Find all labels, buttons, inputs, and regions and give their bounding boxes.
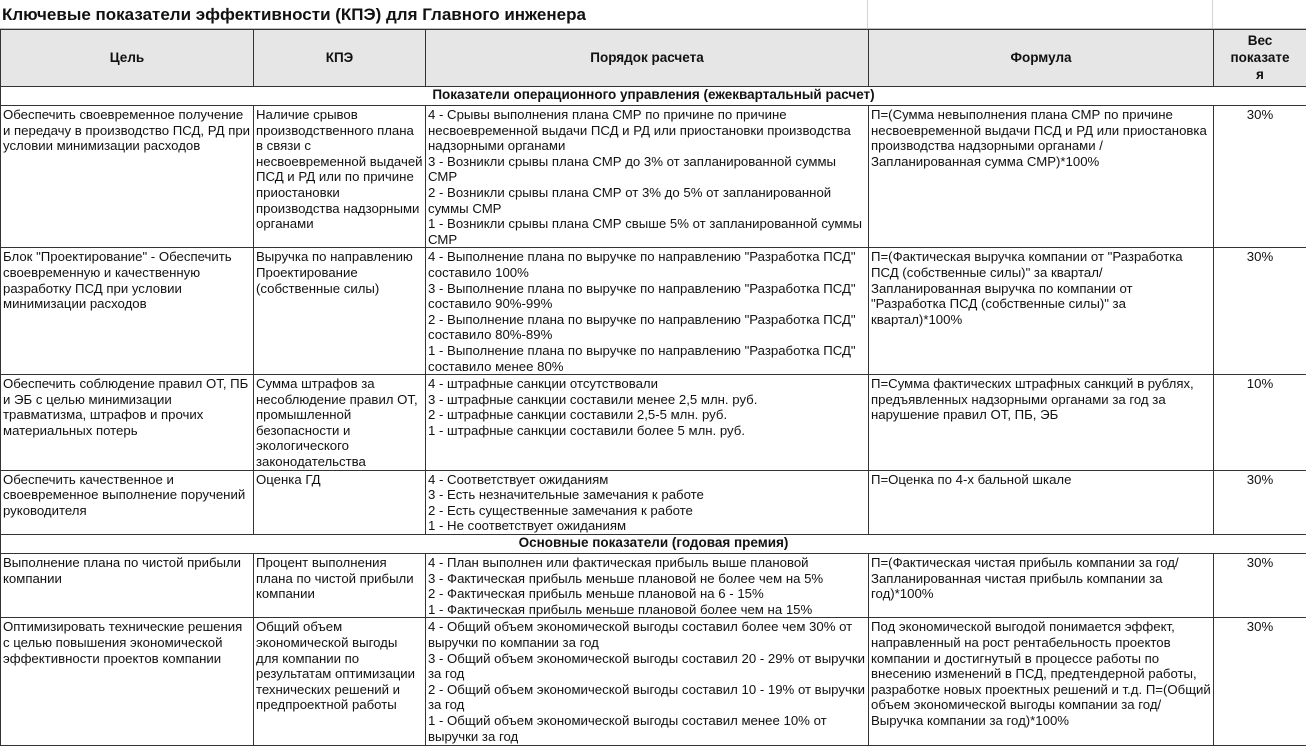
calc-cell <box>426 470 869 534</box>
table-row <box>1 248 1306 375</box>
calc-cell <box>426 106 869 248</box>
section-title: Показатели операционного управления (ежеквартальный расчет) <box>1 87 1306 106</box>
calc-line: 3 - штрафные санкции составили менее 2,5 млн. руб. <box>428 392 866 408</box>
formula-cell: П=(Фактическая чистая прибыль компании за год/Запланированная чистая прибыль компании за год)*100% <box>869 554 1214 618</box>
grid-line <box>1212 0 1213 28</box>
formula-cell: П=Сумма фактических штрафных санкций в рублях, предъявленных надзорными органами за год за нарушение правил ОТ, ПБ, ЭБ <box>869 375 1214 471</box>
header-calc: Порядок расчета <box>426 30 869 87</box>
header-weight-line: Вес <box>1215 32 1305 49</box>
kpi-cell: Наличие срывов производственного плана в связи с несвоевременной выдачей ПСД и РД или по причине приостановки производства надзорными органами <box>254 106 426 248</box>
calc-line: 4 - Выполнение плана по выручке по направлению "Разработка ПСД" составило 100% <box>428 249 866 280</box>
kpi-cell: Процент выполнения плана по чистой прибыли компании <box>254 554 426 618</box>
calc-line: 1 - штрафные санкции составили более 5 млн. руб. <box>428 423 866 439</box>
calc-line: 4 - Срывы выполнения плана СМР по причине по причине несвоевременной выдачи ПСД и РД или приостановки производства надзорными органами <box>428 107 866 154</box>
weight-cell: 30% <box>1214 618 1306 746</box>
table-row <box>1 618 1306 746</box>
table-row <box>1 470 1306 534</box>
section-row <box>1 87 1306 106</box>
header-weight-line: показате <box>1215 49 1305 66</box>
formula-cell: П=(Сумма невыполнения плана СМР по причине несвоевременной выдачи ПСД и РД или приостановка производства надзорными органами / Запланированная сумма СМР)*100% <box>869 106 1214 248</box>
calc-line: 2 - Выполнение плана по выручке по направлению "Разработка ПСД" составило 80%-89% <box>428 312 866 343</box>
kpi-cell: Выручка по направлению Проектирование (собственные силы) <box>254 248 426 375</box>
section-row <box>1 535 1306 554</box>
calc-cell <box>426 618 869 746</box>
calc-cell <box>426 248 869 375</box>
calc-line: 2 - Есть существенные замечания к работе <box>428 503 866 519</box>
title-row <box>0 0 1306 29</box>
grid-line <box>867 0 868 28</box>
header-kpi: КПЭ <box>254 30 426 87</box>
weight-cell: 30% <box>1214 554 1306 618</box>
calc-line: 1 - Возникли срывы плана СМР свыше 5% от запланированной суммы СМР <box>428 216 866 247</box>
header-weight <box>1214 30 1306 87</box>
weight-cell: 10% <box>1214 375 1306 471</box>
header-row <box>1 30 1306 87</box>
calc-line: 2 - Возникли срывы плана СМР от 3% до 5% от запланированной суммы СМР <box>428 185 866 216</box>
weight-cell: 30% <box>1214 106 1306 248</box>
calc-line: 1 - Не соответствует ожиданиям <box>428 518 866 534</box>
table-row <box>1 106 1306 248</box>
calc-line: 2 - Фактическая прибыль меньше плановой на 6 - 15% <box>428 586 866 602</box>
calc-line: 3 - Возникли срывы плана СМР до 3% от запланированной суммы СМР <box>428 154 866 185</box>
kpi-cell: Сумма штрафов за несоблюдение правил ОТ, промышленной безопасности и экологического законодательства <box>254 375 426 471</box>
calc-line: 3 - Общий объем экономической выгоды составил 20 - 29% от выручки за год <box>428 651 866 682</box>
calc-cell <box>426 554 869 618</box>
goal-cell: Блок "Проектирование" - Обеспечить своевременную и качественную разработку ПСД при условии минимизации расходов <box>1 248 254 375</box>
header-goal: Цель <box>1 30 254 87</box>
calc-line: 1 - Общий объем экономической выгоды составил менее 10% от выручки за год <box>428 713 866 744</box>
calc-line: 3 - Выполнение плана по выручке по направлению "Разработка ПСД" составило 90%-99% <box>428 281 866 312</box>
calc-line: 4 - План выполнен или фактическая прибыль выше плановой <box>428 555 866 571</box>
goal-cell: Обеспечить своевременное получение и передачу в производство ПСД, РД при условии минимизации расходов <box>1 106 254 248</box>
kpi-cell: Общий объем экономической выгоды для компании по результатам оптимизации технических решений и предпроектной работы <box>254 618 426 746</box>
calc-line: 4 - Общий объем экономической выгоды составил более чем 30% от выручки по компании за год <box>428 619 866 650</box>
goal-cell: Выполнение плана по чистой прибыли компании <box>1 554 254 618</box>
goal-cell: Оптимизировать технические решения с целью повышения экономической эффективности проектов компании <box>1 618 254 746</box>
kpi-cell: Оценка ГД <box>254 470 426 534</box>
calc-line: 4 - Соответствует ожиданиям <box>428 472 866 488</box>
header-weight-line: я <box>1215 66 1305 83</box>
table-row <box>1 375 1306 471</box>
formula-cell: П=(Фактическая выручка компании от "Разработка ПСД (собственные силы)" за квартал/Запланированная выручка по компании от "Разработка ПСД (собственные силы)" за квартал)*100% <box>869 248 1214 375</box>
calc-line: 4 - штрафные санкции отсутствовали <box>428 376 866 392</box>
section-title: Основные показатели (годовая премия) <box>1 535 1306 554</box>
calc-line: 2 - Общий объем экономической выгоды составил 10 - 19% от выручки за год <box>428 682 866 713</box>
weight-cell: 30% <box>1214 248 1306 375</box>
goal-cell: Обеспечить соблюдение правил ОТ, ПБ и ЭБ с целью минимизации травматизма, штрафов и прочих материальных потерь <box>1 375 254 471</box>
header-formula: Формула <box>869 30 1214 87</box>
calc-line: 1 - Выполнение плана по выручке по направлению "Разработка ПСД" составило менее 80% <box>428 343 866 374</box>
calc-cell <box>426 375 869 471</box>
calc-line: 1 - Фактическая прибыль меньше плановой более чем на 15% <box>428 602 866 618</box>
formula-cell: Под экономической выгодой понимается эффект, направленный на рост рентабельность проектов компании и достигнутый в процессе работы по внесению изменений в ПСД, предтендерной работы, разработке новых проектных решений и т.д. П=(Общий объем экономической выгоды компании за год/Выручка компании за год)*100% <box>869 618 1214 746</box>
table-row <box>1 554 1306 618</box>
kpi-table <box>0 29 1306 746</box>
calc-line: 2 - штрафные санкции составили 2,5-5 млн. руб. <box>428 407 866 423</box>
calc-line: 3 - Есть незначительные замечания к работе <box>428 487 866 503</box>
goal-cell: Обеспечить качественное и своевременное выполнение поручений руководителя <box>1 470 254 534</box>
weight-cell: 30% <box>1214 470 1306 534</box>
page-title: Ключевые показатели эффективности (КПЭ) для Главного инженера <box>2 5 586 25</box>
calc-line: 3 - Фактическая прибыль меньше плановой не более чем на 5% <box>428 571 866 587</box>
formula-cell: П=Оценка по 4-х бальной шкале <box>869 470 1214 534</box>
